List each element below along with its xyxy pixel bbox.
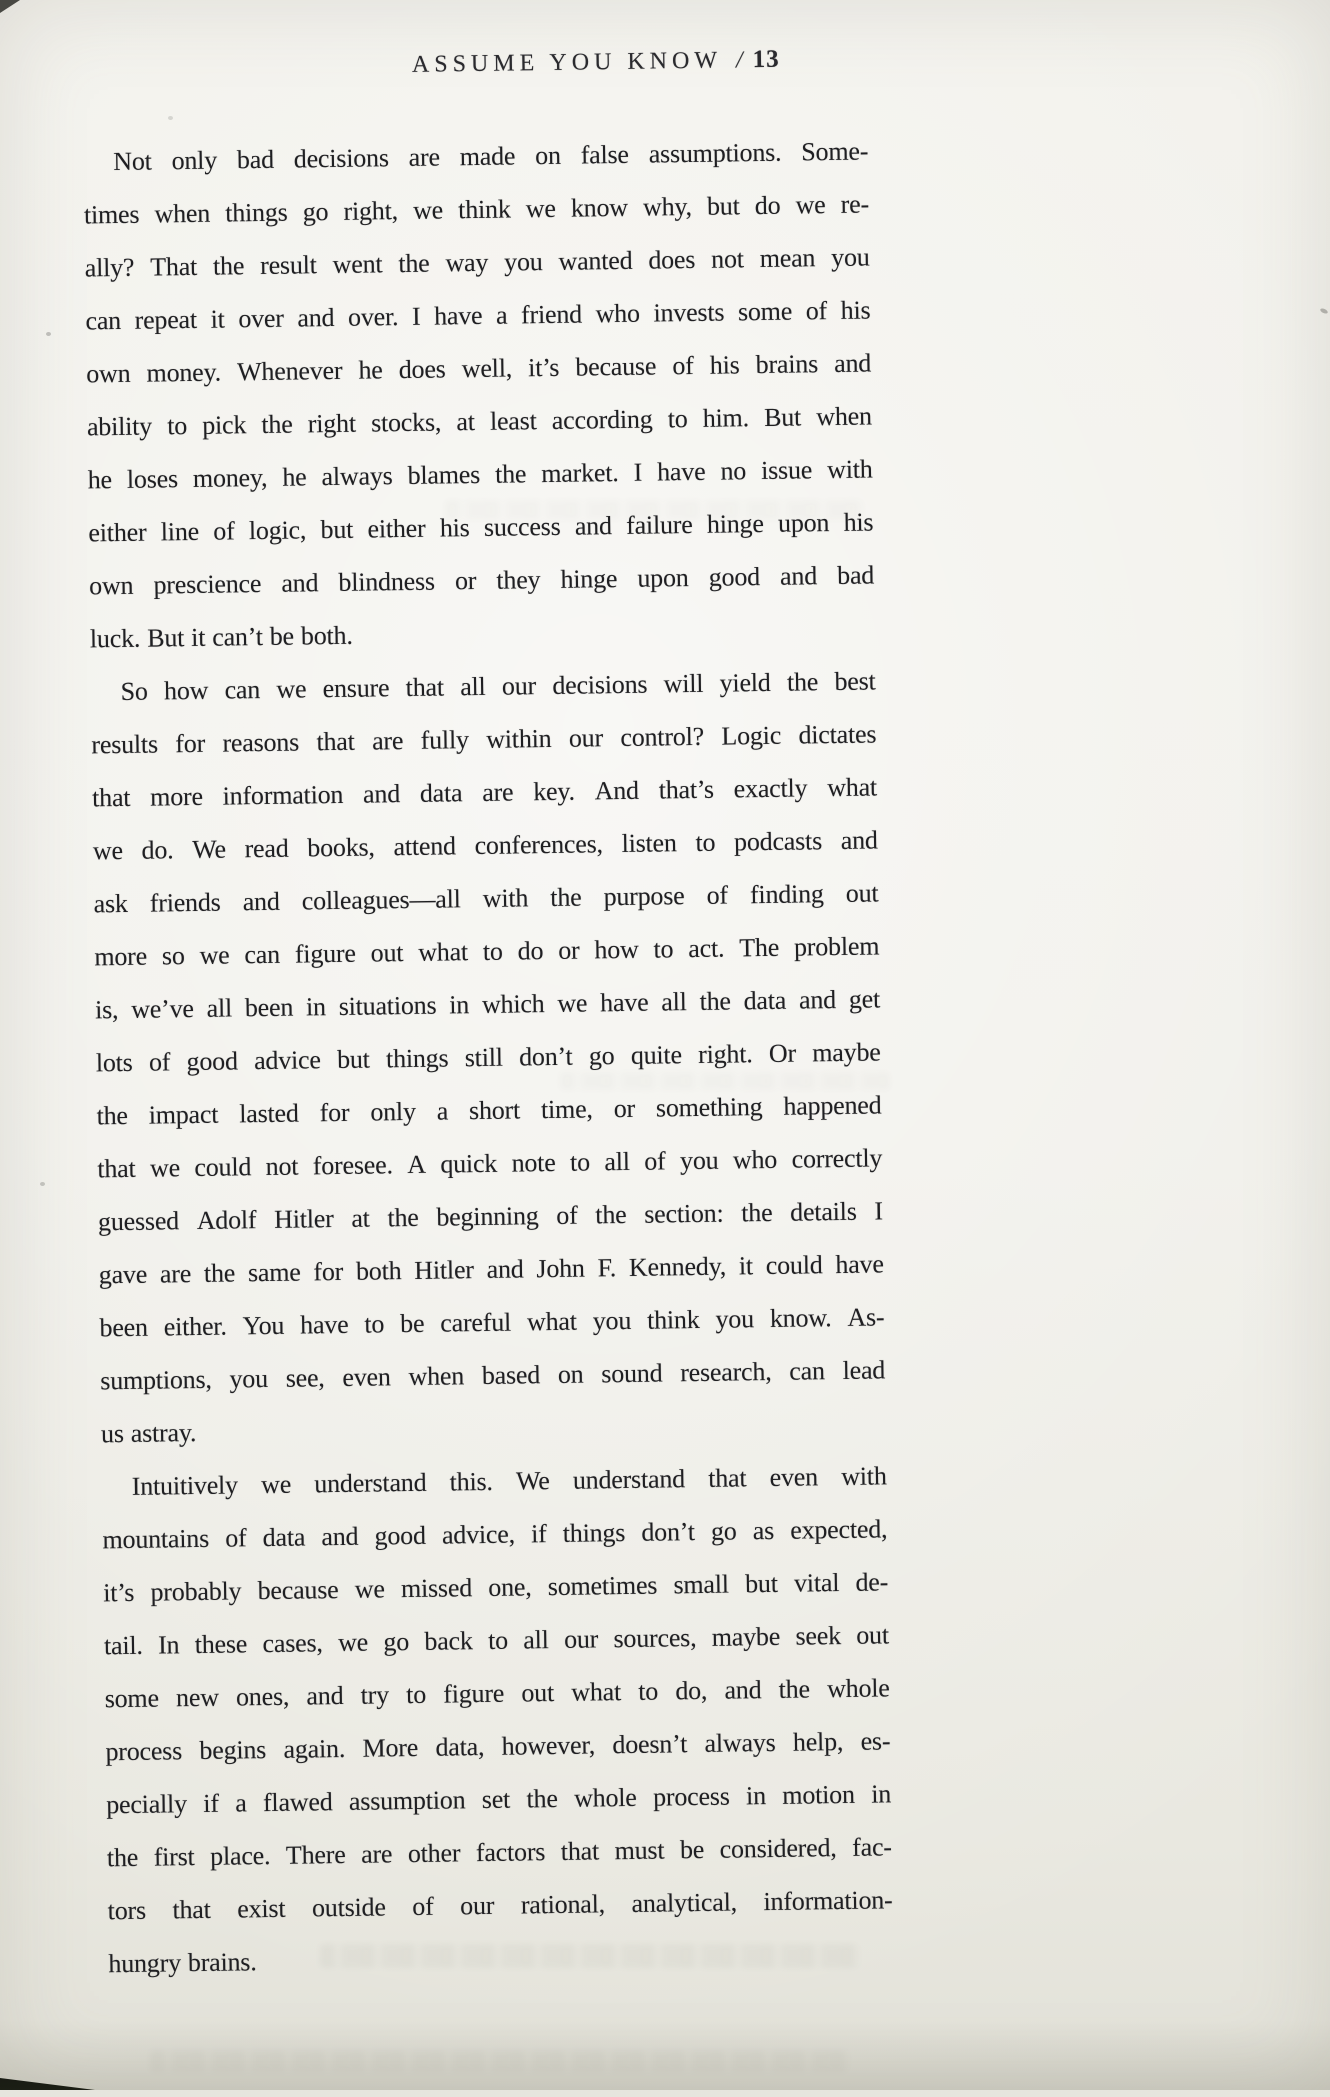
paragraph <box>90 654 886 1460</box>
text-line: it’s probably because we missed one, sometimes small but vital de- <box>103 1567 889 1608</box>
body-text <box>83 124 894 1990</box>
paper-speck <box>40 1182 45 1186</box>
paragraph <box>83 124 875 665</box>
text-line: mountains of data and good advice, if things don’t go as expected, <box>102 1514 888 1555</box>
text-line: us astray. <box>100 1418 197 1449</box>
text-line: tors that exist outside of our rational, analytical, information- <box>107 1885 893 1926</box>
text-line: the first place. There are other factors that must be considered, fac- <box>106 1832 892 1873</box>
text-line: own prescience and blindness or they hinge upon good and bad <box>88 560 875 601</box>
bleed-through-smudge <box>445 500 865 520</box>
text-line: times when things go right, we think we know why, but do we re- <box>83 189 870 230</box>
text-line: pecially if a flawed assumption set the whole process in motion in <box>105 1779 892 1820</box>
text-line: ability to pick the right stocks, at least according to him. But when <box>86 401 872 442</box>
text-line: gave are the same for both Hitler and John F. Kennedy, it could have <box>98 1249 884 1290</box>
text-line: ask friends and colleagues—all with the purpose of finding out <box>93 878 879 919</box>
text-line: guessed Adolf Hitler at the beginning of the section: the details I <box>97 1196 884 1237</box>
text-line: own money. Whenever he does well, it’s because of his brains and <box>86 348 872 389</box>
page-number: 13 <box>752 45 780 74</box>
paper-speck <box>168 116 173 120</box>
text-line: Not only bad decisions are made on false assumptions. Some- <box>113 136 869 177</box>
text-line: more so we can figure out what to do or how to act. The problem <box>94 931 880 972</box>
text-line: results for reasons that are fully within our control? Logic dictates <box>91 719 877 760</box>
bleed-through-smudge <box>560 1072 890 1090</box>
bleed-through-smudge <box>320 1944 860 1968</box>
text-line: sumptions, you see, even when based on sound research, can lead <box>100 1355 886 1396</box>
text-line: hungry brains. <box>108 1947 257 1979</box>
paper-speck <box>46 332 51 336</box>
running-title: ASSUME YOU KNOW <box>411 47 723 78</box>
text-line: can repeat it over and over. I have a friend who invests some of his <box>85 295 871 336</box>
text-line: we do. We read books, attend conferences, listen to podcasts and <box>92 825 878 866</box>
paragraph <box>101 1449 893 1990</box>
text-line: tail. In these cases, we go back to all our sources, maybe seek out <box>103 1620 890 1661</box>
text-line: lots of good advice but things still don’t go quite right. Or maybe <box>95 1037 881 1078</box>
text-line: Intuitively we understand this. We understand that even with <box>131 1461 887 1501</box>
bleed-through-smudge <box>150 2050 850 2072</box>
text-line: the impact lasted for only a short time, or something happened <box>96 1090 882 1131</box>
running-header <box>412 46 780 79</box>
text-line: So how can we ensure that all our decisions will yield the best <box>120 666 876 706</box>
text-line: ally? That the result went the way you wanted does not mean you <box>84 242 870 283</box>
text-line: luck. But it can’t be both. <box>89 620 353 654</box>
text-line: he loses money, he always blames the market. I have no issue with <box>87 454 873 495</box>
text-line: that we could not foresee. A quick note to all of you who correctly <box>97 1143 883 1184</box>
text-line: is, we’ve all been in situations in which we have all the data and get <box>94 984 881 1025</box>
text-line: been either. You have to be careful what you think you know. As- <box>99 1302 885 1343</box>
text-line: some new ones, and try to figure out what to do, and the whole <box>104 1673 890 1714</box>
text-line: process begins again. More data, however, doesn’t always help, es- <box>105 1726 891 1767</box>
text-line: either line of logic, but either his success and failure hinge upon his <box>88 507 874 548</box>
photo-corner-shadow <box>0 0 20 13</box>
paper-speck <box>1320 307 1329 314</box>
text-line: that more information and data are key. And that’s exactly what <box>91 772 878 813</box>
header-separator: / <box>735 47 743 74</box>
